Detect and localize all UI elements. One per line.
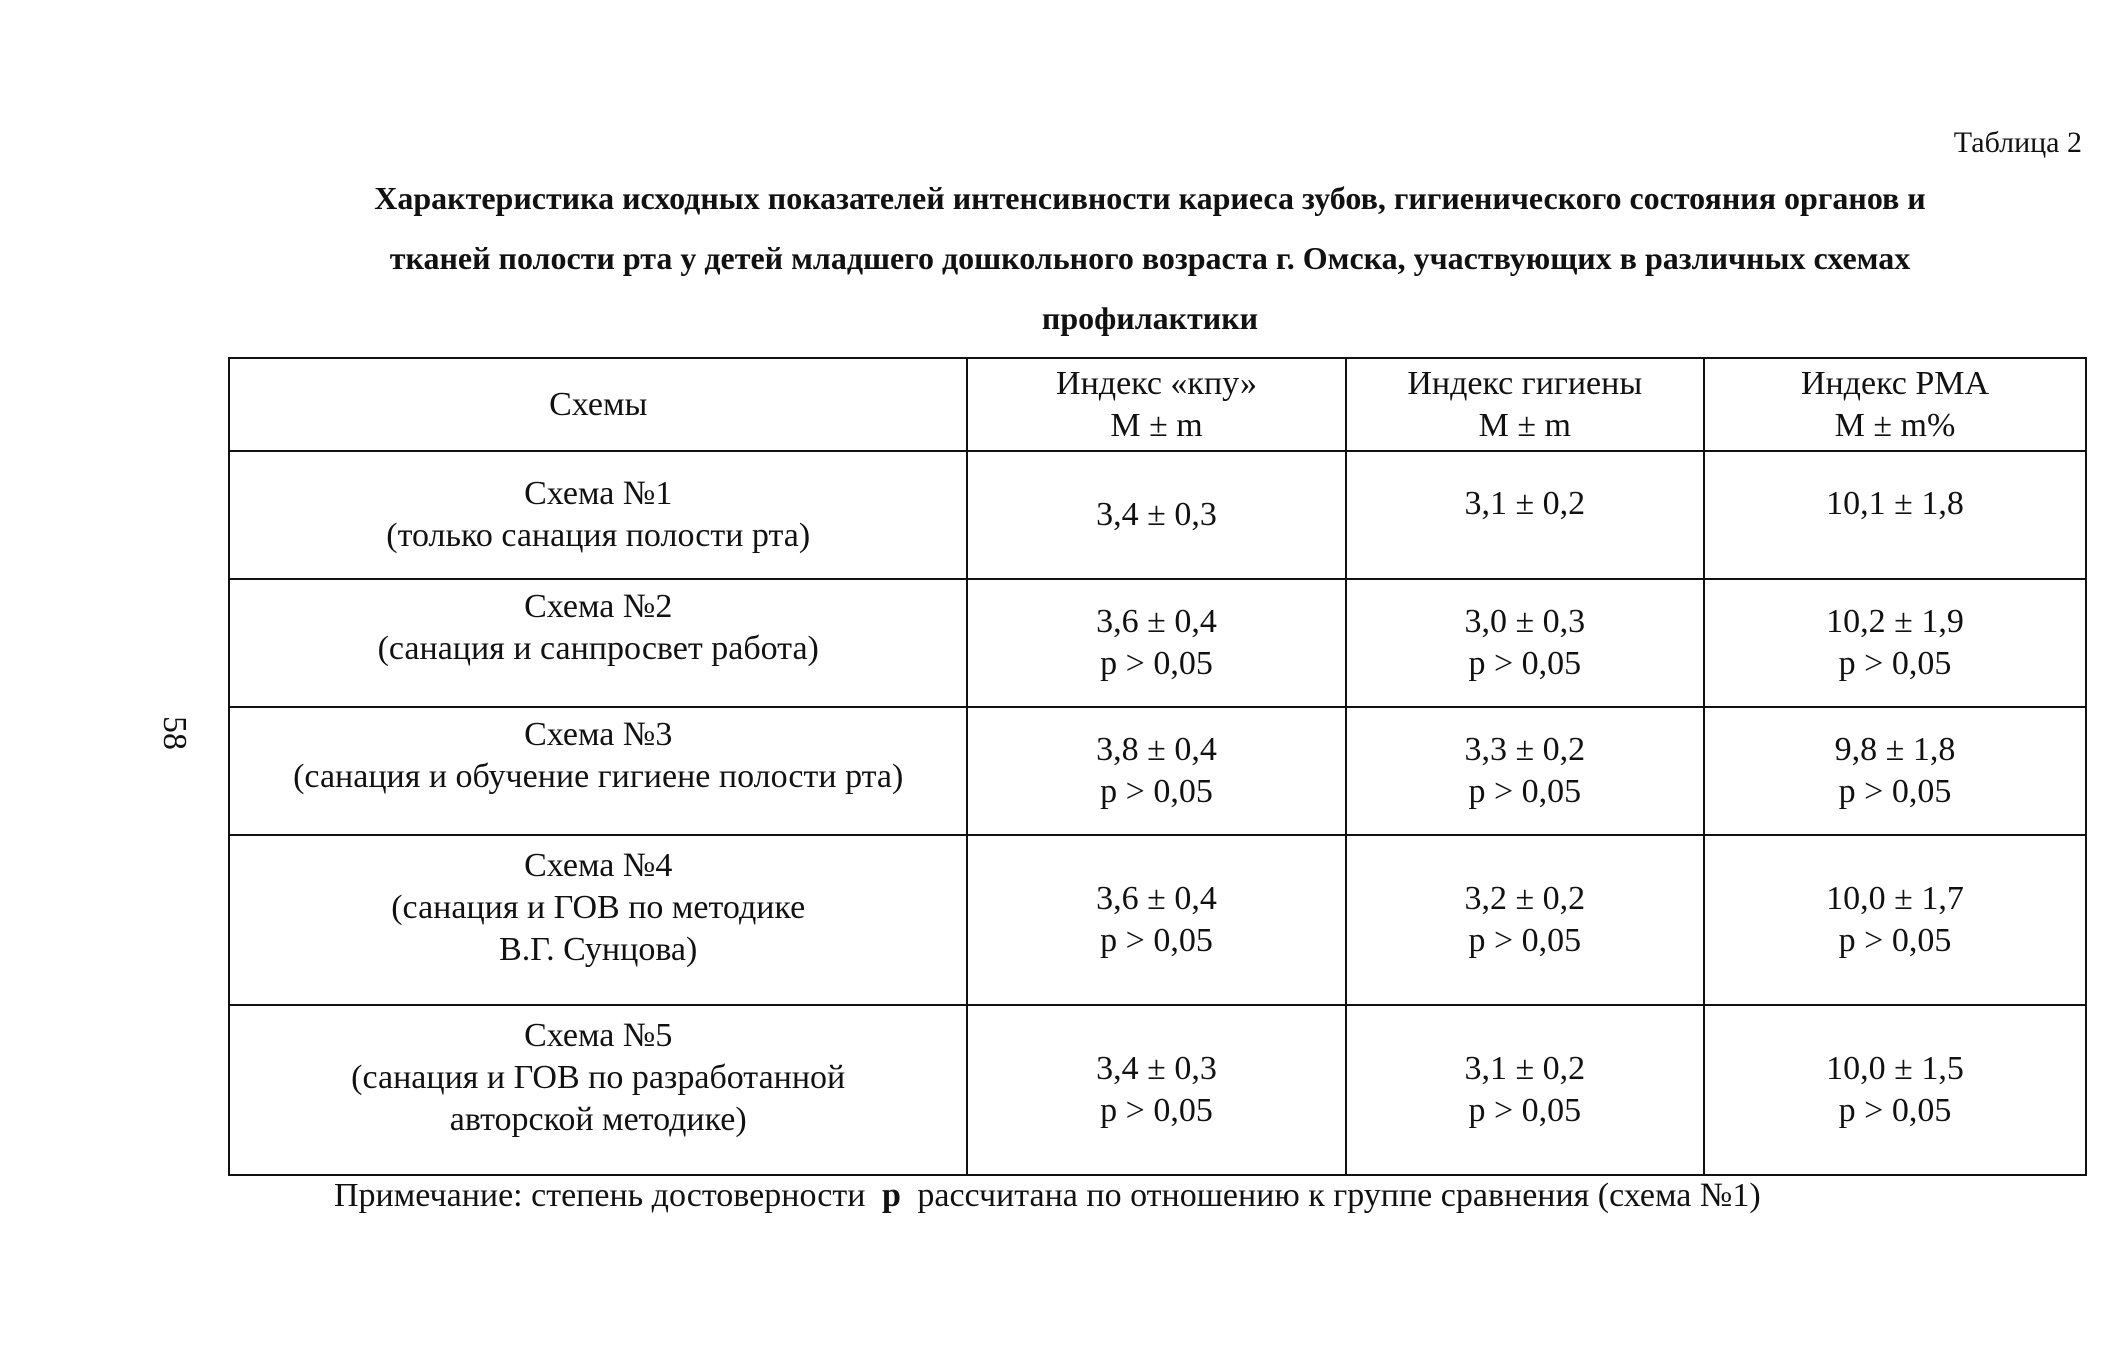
cell-pma: 9,8 ± 1,8 p > 0,05 [1704, 707, 2086, 835]
cell-kpu: 3,8 ± 0,4 p > 0,05 [967, 707, 1345, 835]
cell-kpu: 3,4 ± 0,3 p > 0,05 [967, 1005, 1345, 1175]
cell-pma: 10,1 ± 1,8 [1704, 451, 2086, 579]
table-row [229, 835, 2086, 1005]
header-cell-kpu: Индекс «кпу» M ± m [967, 358, 1345, 451]
cell-hygiene: 3,2 ± 0,2 p > 0,05 [1346, 835, 1704, 1005]
page-number: 58 [156, 716, 193, 750]
table-title [220, 168, 2080, 348]
title-line: Характеристика исходных показателей интенсивности кариеса зубов, гигиенического состояния органов и [374, 180, 1926, 216]
cell-hygiene: 3,3 ± 0,2 p > 0,05 [1346, 707, 1704, 835]
cell-scheme: Схема №4 (санация и ГОВ по методике В.Г. Сунцова) [229, 835, 967, 1005]
cell-scheme: Схема №5 (санация и ГОВ по разработанной авторской методике) [229, 1005, 967, 1175]
cell-scheme: Схема №2 (санация и санпросвет работа) [229, 579, 967, 707]
table-header-row [229, 358, 2086, 451]
cell-scheme: Схема №1 (только санация полости рта) [229, 451, 967, 579]
table-note [334, 1177, 1761, 1215]
header-cell-hygiene: Индекс гигиены M ± m [1346, 358, 1704, 451]
table-caption: Таблица 2 [1953, 126, 2082, 159]
header-cell-schemes: Схемы [229, 358, 967, 451]
title-line: профилактики [1041, 300, 1259, 336]
cell-kpu: 3,6 ± 0,4 p > 0,05 [967, 835, 1345, 1005]
cell-pma: 10,0 ± 1,7 p > 0,05 [1704, 835, 2086, 1005]
table-row [229, 1005, 2086, 1175]
title-line: тканей полости рта у детей младшего дошкольного возраста г. Омска, участвующих в различных схемах [389, 240, 1911, 276]
note-suffix: рассчитана по отношению к группе сравнения (схема №1) [917, 1177, 1761, 1214]
cell-hygiene: 3,0 ± 0,3 p > 0,05 [1346, 579, 1704, 707]
cell-hygiene: 3,1 ± 0,2 [1346, 451, 1704, 579]
cell-pma: 10,0 ± 1,5 p > 0,05 [1704, 1005, 2086, 1175]
table-row [229, 451, 2086, 579]
data-table [228, 357, 2087, 1176]
header-cell-pma: Индекс РМА M ± m% [1704, 358, 2086, 451]
cell-kpu: 3,4 ± 0,3 [967, 451, 1345, 579]
cell-scheme: Схема №3 (санация и обучение гигиене полости рта) [229, 707, 967, 835]
note-p-letter: p [881, 1177, 901, 1214]
note-prefix: Примечание: степень достоверности [334, 1177, 866, 1214]
cell-kpu: 3,6 ± 0,4 p > 0,05 [967, 579, 1345, 707]
table-row [229, 579, 2086, 707]
table-row [229, 707, 2086, 835]
cell-hygiene: 3,1 ± 0,2 p > 0,05 [1346, 1005, 1704, 1175]
cell-pma: 10,2 ± 1,9 p > 0,05 [1704, 579, 2086, 707]
